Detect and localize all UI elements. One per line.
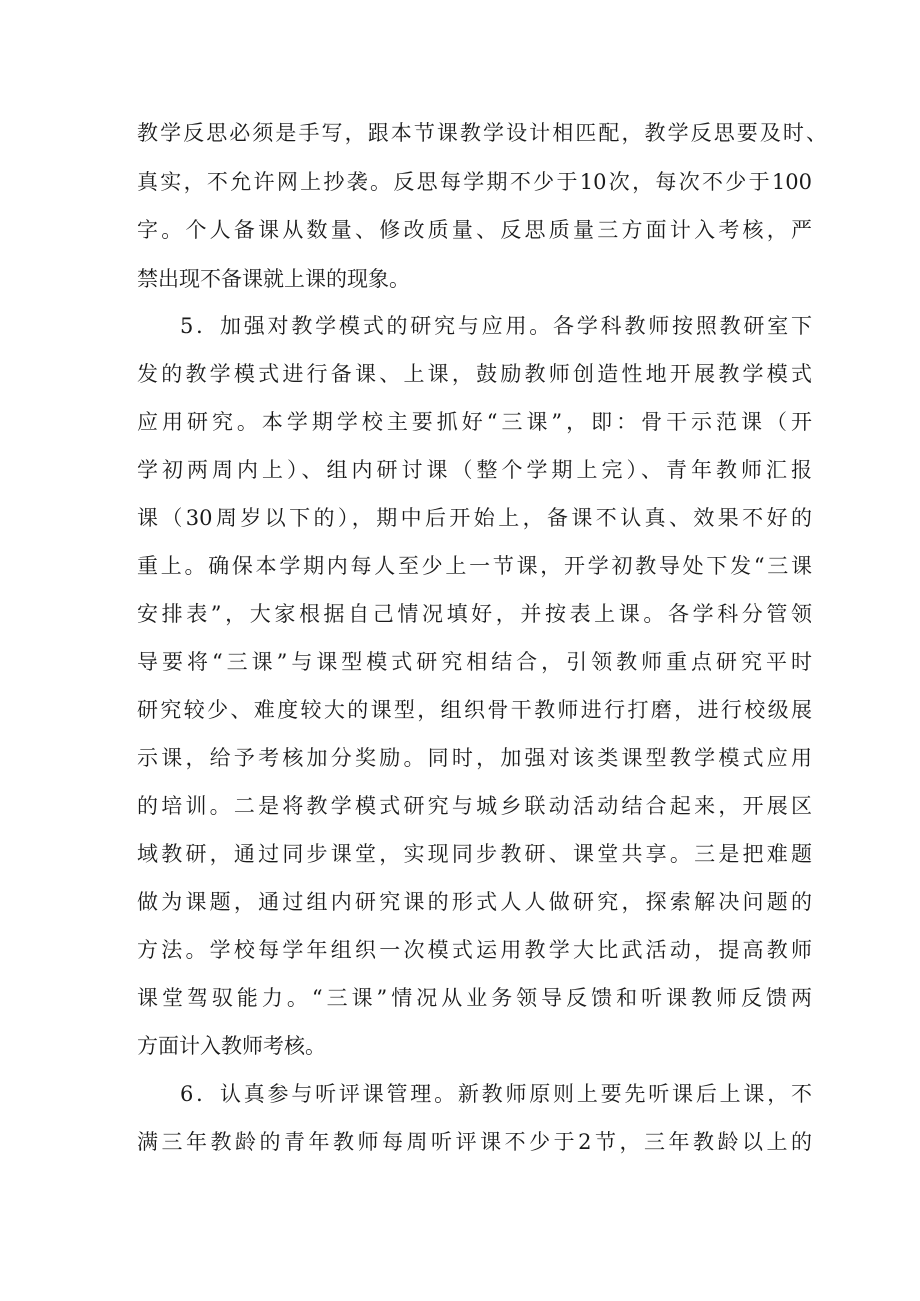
- text-line: 满三年教龄的青年教师每周听评课不少于2节，三年教龄以上的: [137, 1130, 812, 1154]
- text-line: 发的教学模式进行备课、上课，鼓励教师创造性地开展教学模式: [137, 362, 812, 386]
- text-line: 课堂驾驭能力。“三课”情况从业务领导反馈和听课教师反馈两: [137, 986, 812, 1010]
- text-line: 应用研究。本学期学校主要抓好“三课”，即：骨干示范课（开: [137, 410, 812, 434]
- text-line: 导要将“三课”与课型模式研究相结合，引领教师重点研究平时: [137, 650, 812, 674]
- text-line: 课（30周岁以下的），期中后开始上，备课不认真、效果不好的: [137, 506, 812, 530]
- text-line: 域教研，通过同步课堂，实现同步教研、课堂共享。三是把难题: [137, 842, 812, 866]
- text-line: 方法。学校每学年组织一次模式运用教学大比武活动，提高教师: [137, 938, 812, 962]
- text-line: 教学反思必须是手写，跟本节课教学设计相匹配，教学反思要及时、: [137, 121, 827, 145]
- text-line: 真实，不允许网上抄袭。反思每学期不少于10次，每次不少于100: [137, 170, 812, 194]
- text-line: 做为课题，通过组内研究课的形式人人做研究，探索解决问题的: [137, 890, 812, 914]
- text-line: 学初两周内上）、组内研讨课（整个学期上完）、青年教师汇报: [137, 458, 812, 482]
- text-line: 5．加强对教学模式的研究与应用。各学科教师按照教研室下: [180, 314, 812, 338]
- text-line: 示课，给予考核加分奖励。同时，加强对该类课型教学模式应用: [137, 746, 812, 770]
- text-line: 的培训。二是将教学模式研究与城乡联动活动结合起来，开展区: [137, 794, 812, 818]
- text-line: 重上。确保本学期内每人至少上一节课，开学初教导处下发“三课: [137, 554, 812, 578]
- text-line: 安排表”，大家根据自己情况填好，并按表上课。各学科分管领: [137, 602, 812, 626]
- text-line: 禁出现不备课就上课的现象。: [137, 267, 410, 291]
- text-line: 研究较少、难度较大的课型，组织骨干教师进行打磨，进行校级展: [137, 698, 812, 722]
- text-line: 6．认真参与听评课管理。新教师原则上要先听课后上课，不: [180, 1082, 812, 1106]
- text-line: 方面计入教师考核。: [137, 1034, 326, 1058]
- text-line: 字。个人备课从数量、修改质量、反思质量三方面计入考核，严: [137, 218, 812, 242]
